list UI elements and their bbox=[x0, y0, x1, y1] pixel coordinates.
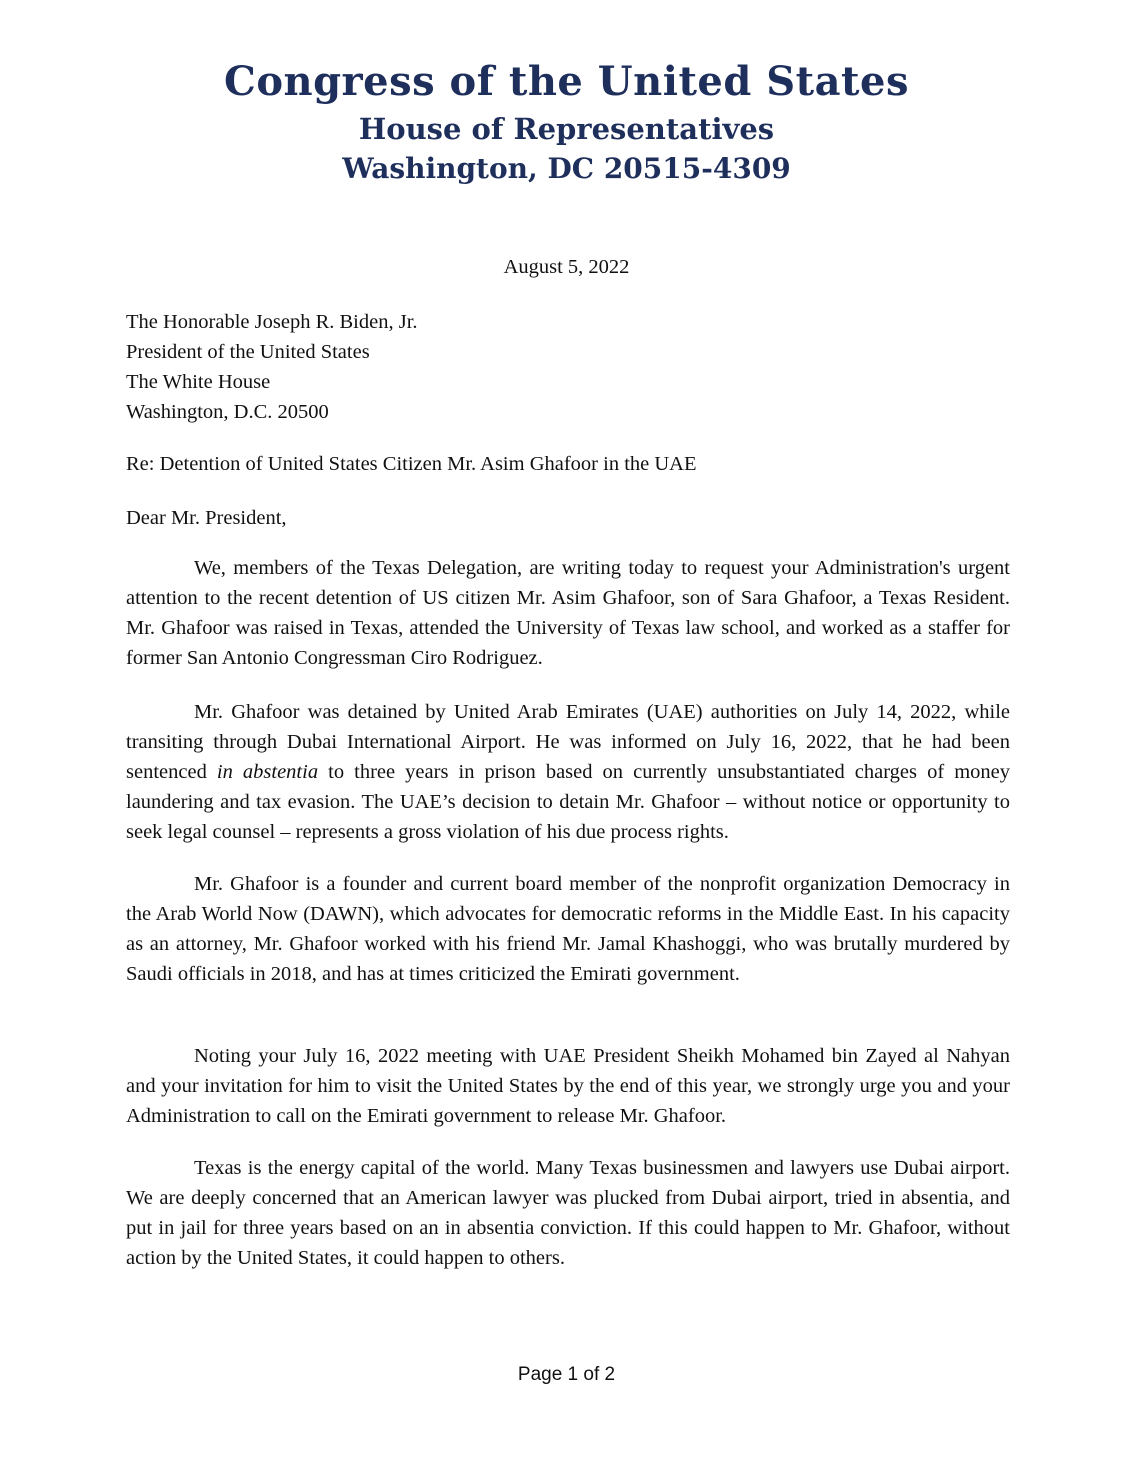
body-paragraph-4: Noting your July 16, 2022 meeting with UAE President Sheikh Mohamed bin Zayed al Nahyan and your invitation for him to visit the United States by the end of this year, we strongly urge you and your Administration to call on the Emirati government to release Mr. Ghafoor. bbox=[126, 1045, 1010, 1127]
subject-line: Re: Detention of United States Citizen Mr. Asim Ghafoor in the UAE bbox=[126, 453, 697, 475]
paragraph-2-text-start: Mr. Ghafoor was detained by United Arab Emirates (UAE) authorities on July 14, 2022, while transiting through Dubai International Airport. He was informed on July 16, 2022, that he had been sentenced bbox=[126, 701, 1010, 783]
recipient-name: The Honorable Joseph R. Biden, Jr. bbox=[126, 311, 418, 333]
recipient-address-block bbox=[126, 307, 1010, 427]
paragraph-2-text-end: to three years in prison based on currently unsubstantiated charges of money laundering and tax evasion. The UAE’s decision to detain Mr. Ghafoor – without notice or opportunity to seek legal counsel – represents a gross violation of his due process rights. bbox=[126, 761, 1011, 843]
page-number: Page 1 of 2 bbox=[517, 1364, 616, 1385]
body-paragraph-2 bbox=[126, 697, 1010, 847]
letterhead-title: Congress of the United States bbox=[223, 58, 909, 105]
body-paragraph-3: Mr. Ghafoor is a founder and current board member of the nonprofit organization Democracy in the Arab World Now (DAWN), which advocates for democratic reforms in the Middle East. In his capacity as an attorney, Mr. Ghafoor worked with his friend Mr. Jamal Khashoggi, who was brutally murdered by Saudi officials in 2018, and has at times criticized the Emirati government. bbox=[126, 873, 1010, 985]
salutation: Dear Mr. President, bbox=[126, 507, 287, 529]
body-paragraph-5: Texas is the energy capital of the world. Many Texas businessmen and lawyers use Dubai airport. We are deeply concerned that an American lawyer was plucked from Dubai airport, tried in absentia, and put in jail for three years based on an in absentia conviction. If this could happen to Mr. Ghafoor, without action by the United States, it could happen to others. bbox=[126, 1157, 1010, 1269]
paragraph-2-italic-term: in abstentia bbox=[216, 761, 319, 783]
letter-date: August 5, 2022 bbox=[503, 256, 630, 278]
recipient-office: The White House bbox=[126, 371, 271, 393]
body-paragraph-1: We, members of the Texas Delegation, are writing today to request your Administration's urgent attention to the recent detention of US citizen Mr. Asim Ghafoor, son of Sara Ghafoor, a Texas Resident. Mr. Ghafoor was raised in Texas, attended the University of Texas law school, and worked as a staffer for former San Antonio Congressman Ciro Rodriguez. bbox=[126, 557, 1010, 669]
recipient-title: President of the United States bbox=[126, 341, 370, 363]
recipient-city: Washington, D.C. 20500 bbox=[126, 401, 329, 423]
letterhead-address: Washington, DC 20515-4309 bbox=[342, 152, 791, 185]
letterhead-chamber: House of Representatives bbox=[358, 112, 775, 146]
